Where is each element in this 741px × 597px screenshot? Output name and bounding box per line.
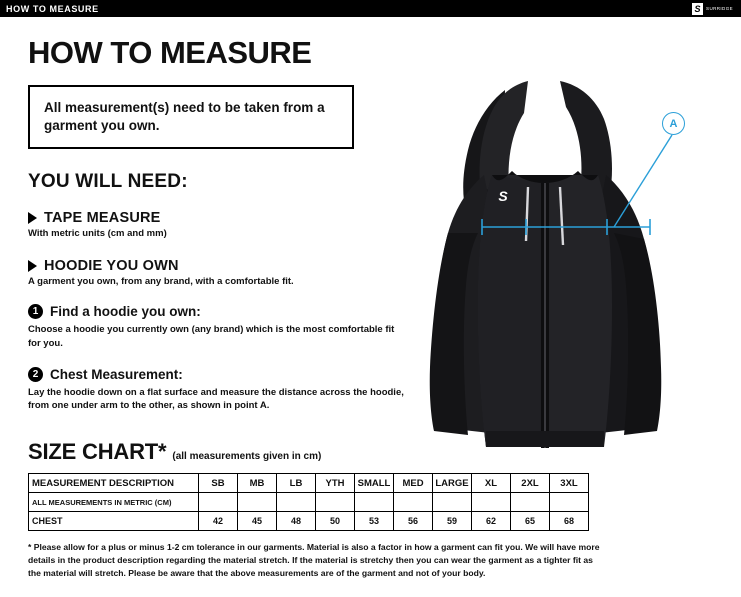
need-item-subtitle: With metric units (cm and mm) [28, 228, 167, 240]
column-header-small: SMALL [355, 474, 394, 493]
cell [433, 493, 472, 512]
top-bar [0, 0, 741, 17]
cell [472, 493, 511, 512]
step-number-badge: 2 [28, 367, 43, 382]
chest-logo: S [498, 188, 508, 204]
brand-logo [692, 3, 733, 15]
cell [277, 493, 316, 512]
top-bar-title: HOW TO MEASURE [6, 3, 99, 14]
column-header-mb: MB [238, 474, 277, 493]
column-header-2xl: 2XL [511, 474, 550, 493]
brand-name: SURRIDGE [706, 6, 733, 11]
hoodie-illustration [400, 55, 730, 465]
cell [238, 493, 277, 512]
column-header-xl: XL [472, 474, 511, 493]
cell: 45 [238, 512, 277, 531]
column-header-3xl: 3XL [550, 474, 589, 493]
table-row [29, 512, 589, 531]
step-number-badge: 1 [28, 304, 43, 319]
cell: 68 [550, 512, 589, 531]
step-title: Chest Measurement: [50, 366, 183, 382]
cell [394, 493, 433, 512]
size-chart-title: SIZE CHART* [28, 439, 167, 465]
brand-initial: S [692, 3, 703, 15]
cell [316, 493, 355, 512]
measurement-callout: All measurement(s) need to be taken from a garment you own. [28, 85, 354, 149]
cell: 53 [355, 512, 394, 531]
column-header-yth: YTH [316, 474, 355, 493]
cell [355, 493, 394, 512]
you-will-need-heading: YOU WILL NEED: [28, 171, 188, 193]
step-body: Choose a hoodie you currently own (any brand) which is the most comfortable fit for you. [28, 324, 395, 349]
column-header-sb: SB [199, 474, 238, 493]
cell [511, 493, 550, 512]
cell: 65 [511, 512, 550, 531]
need-item-title: HOODIE YOU OWN [44, 257, 179, 274]
row-label: CHEST [29, 512, 199, 531]
footnote-text: * Please allow for a plus or minus 1-2 cm tolerance in our garments. Material is also a factor in how a garment can fit you. We will have more details in the product description regarding the material stretch. If the material is stretchy then you can wear the garment as a tighter fit as the material will stretch. Please be aware that the above measurements are of the garment and not of your body. [28, 542, 600, 578]
step-title: Find a hoodie you own: [50, 304, 201, 320]
size-chart-table [28, 473, 589, 531]
column-header-description: MEASUREMENT DESCRIPTION [29, 474, 199, 493]
cell: 42 [199, 512, 238, 531]
column-header-lb: LB [277, 474, 316, 493]
size-chart-note: (all measurements given in cm) [172, 451, 322, 463]
cell: 56 [394, 512, 433, 531]
cell [550, 493, 589, 512]
step-body: Lay the hoodie down on a flat surface and measure the distance across the hoodie, from one under arm to the other, as shown in point A. [28, 386, 404, 412]
column-header-large: LARGE [433, 474, 472, 493]
cell: 50 [316, 512, 355, 531]
row-label: ALL MEASUREMENTS IN METRIC (CM) [29, 493, 199, 512]
page-title: HOW TO MEASURE [28, 35, 312, 70]
callout-label-a: A [662, 112, 685, 135]
need-item-subtitle: A garment you own, from any brand, with a comfortable fit. [28, 275, 294, 287]
cell: 62 [472, 512, 511, 531]
column-header-med: MED [394, 474, 433, 493]
table-row [29, 493, 589, 512]
need-item-title: TAPE MEASURE [44, 210, 161, 227]
triangle-bullet-icon [28, 260, 37, 272]
cell: 48 [277, 512, 316, 531]
cell: 59 [433, 512, 472, 531]
cell [199, 493, 238, 512]
table-header-row [29, 474, 589, 493]
triangle-bullet-icon [28, 212, 37, 224]
